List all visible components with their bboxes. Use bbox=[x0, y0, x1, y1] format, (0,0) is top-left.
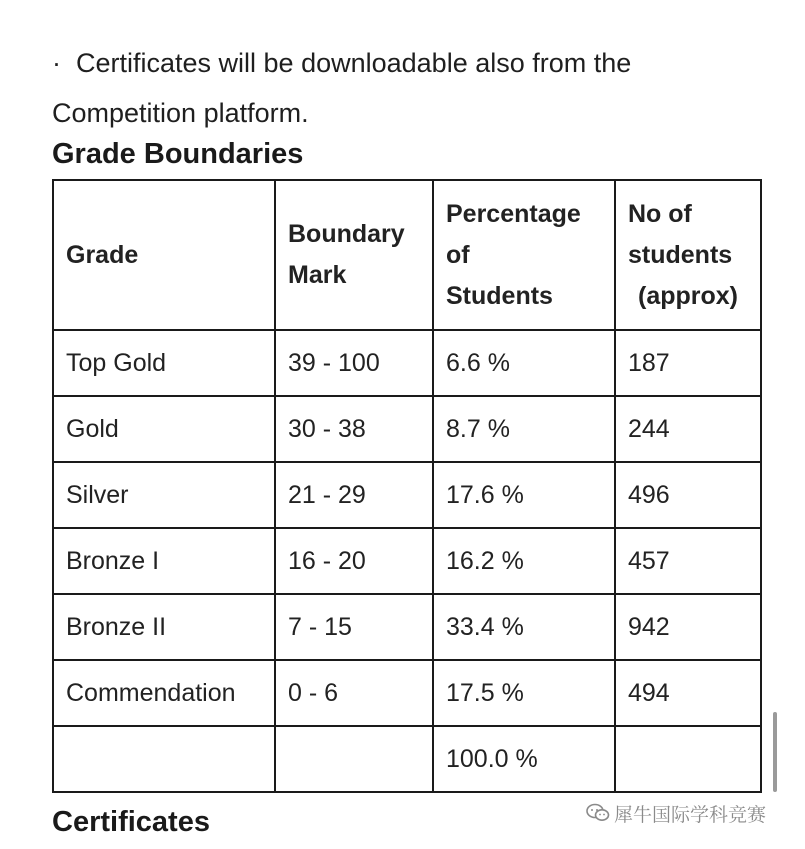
cell-percentage: 17.5 % bbox=[433, 660, 615, 726]
cell-grade bbox=[53, 726, 275, 792]
cell-grade: Bronze I bbox=[53, 528, 275, 594]
cell-grade: Top Gold bbox=[53, 330, 275, 396]
cell-grade: Bronze II bbox=[53, 594, 275, 660]
cell-boundary: 7 - 15 bbox=[275, 594, 433, 660]
cell-percentage: 6.6 % bbox=[433, 330, 615, 396]
cell-percentage: 17.6 % bbox=[433, 462, 615, 528]
table-total-row bbox=[53, 726, 761, 792]
cell-count: 244 bbox=[615, 396, 761, 462]
header-percentage: Percentage of Students bbox=[433, 180, 615, 330]
cell-boundary: 30 - 38 bbox=[275, 396, 433, 462]
header-grade: Grade bbox=[53, 180, 275, 330]
grade-boundaries-heading: Grade Boundaries bbox=[52, 138, 304, 170]
table-row bbox=[53, 396, 761, 462]
watermark-text: 犀牛国际学科竞赛 bbox=[614, 805, 767, 826]
header-boundary-mark: Boundary Mark bbox=[275, 180, 433, 330]
cell-count: 942 bbox=[615, 594, 761, 660]
cell-grade: Silver bbox=[53, 462, 275, 528]
intro-line-2: Competition platform. bbox=[52, 98, 309, 128]
cell-count bbox=[615, 726, 761, 792]
table-row bbox=[53, 660, 761, 726]
cell-boundary: 39 - 100 bbox=[275, 330, 433, 396]
cell-percentage: 16.2 % bbox=[433, 528, 615, 594]
header-student-count: No of students (approx) bbox=[615, 180, 761, 330]
cell-count: 496 bbox=[615, 462, 761, 528]
cell-percentage-total: 100.0 % bbox=[433, 726, 615, 792]
intro-paragraph bbox=[52, 38, 772, 138]
cell-count: 494 bbox=[615, 660, 761, 726]
cell-percentage: 33.4 % bbox=[433, 594, 615, 660]
table-row bbox=[53, 462, 761, 528]
watermark bbox=[586, 800, 766, 829]
grade-boundaries-table bbox=[52, 179, 762, 793]
scrollbar[interactable] bbox=[773, 712, 777, 792]
cell-count: 457 bbox=[615, 528, 761, 594]
wechat-icon bbox=[586, 803, 610, 829]
cell-count: 187 bbox=[615, 330, 761, 396]
cell-boundary: 21 - 29 bbox=[275, 462, 433, 528]
table-row bbox=[53, 330, 761, 396]
cell-boundary: 16 - 20 bbox=[275, 528, 433, 594]
certificates-heading: Certificates bbox=[52, 806, 210, 838]
cell-boundary bbox=[275, 726, 433, 792]
cell-grade: Gold bbox=[53, 396, 275, 462]
cell-boundary: 0 - 6 bbox=[275, 660, 433, 726]
bullet-point: · bbox=[52, 48, 61, 78]
table-row bbox=[53, 594, 761, 660]
intro-line-1: Certificates will be downloadable also from the bbox=[76, 48, 632, 78]
table-header-row bbox=[53, 180, 761, 330]
table-row bbox=[53, 528, 761, 594]
cell-grade: Commendation bbox=[53, 660, 275, 726]
cell-percentage: 8.7 % bbox=[433, 396, 615, 462]
